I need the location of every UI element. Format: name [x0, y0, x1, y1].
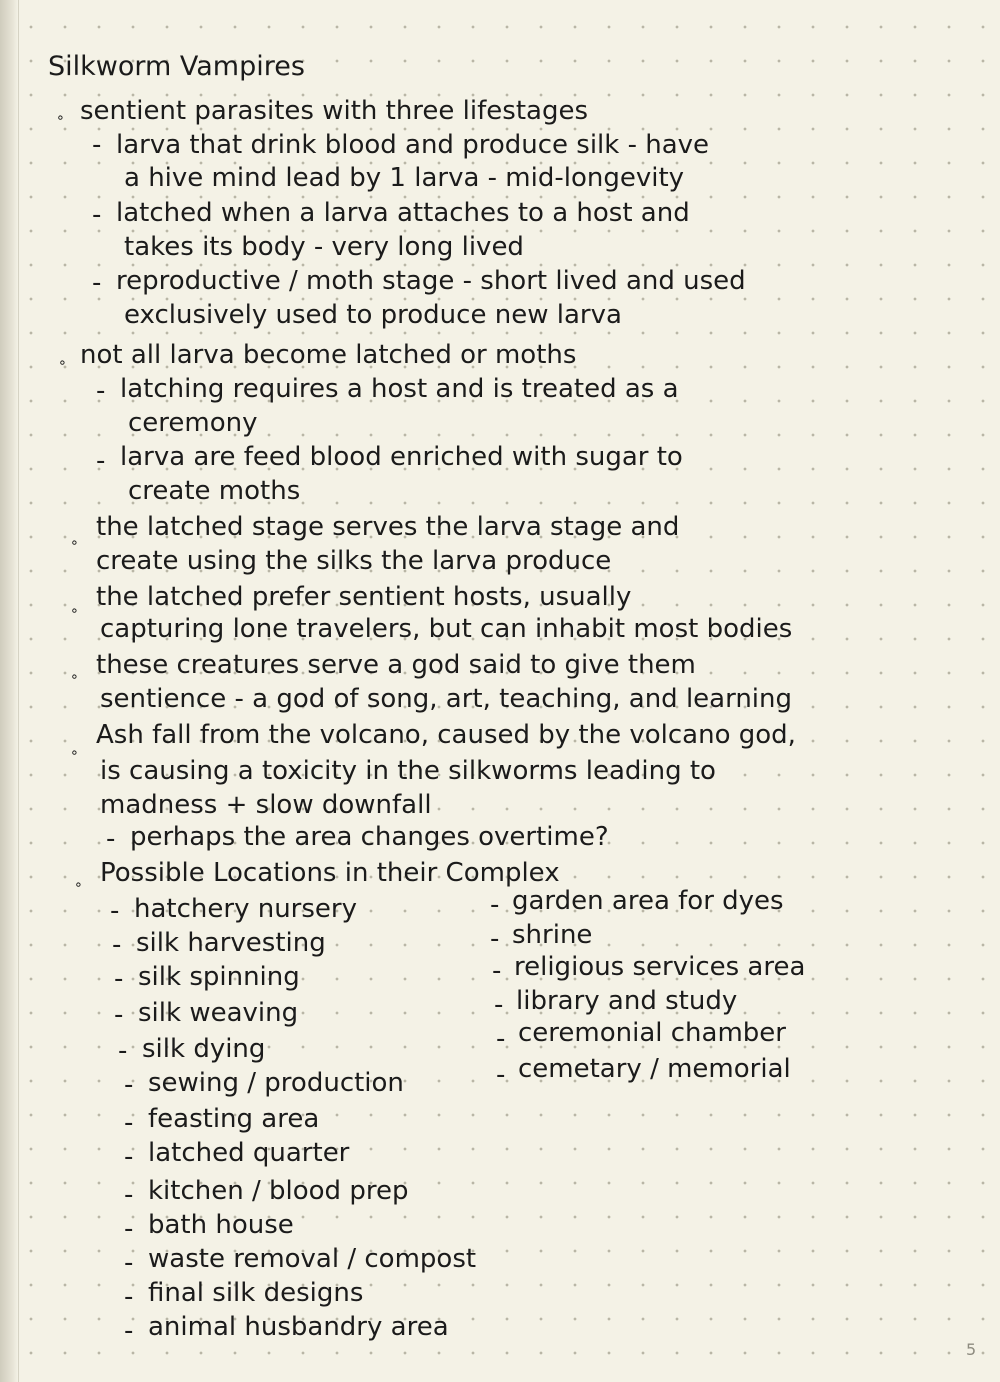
note-line: create moths	[128, 476, 301, 506]
note-line: the latched stage serves the larva stage and	[96, 512, 680, 542]
location-item: ceremonial chamber	[518, 1018, 786, 1048]
location-item: silk weaving	[138, 998, 299, 1028]
note-line: sentient parasites with three lifestages	[80, 96, 588, 126]
bullet-icon: ∘	[70, 669, 79, 685]
page-title: Silkworm Vampires	[48, 51, 305, 82]
note-line: latching requires a host and is treated as a	[120, 374, 679, 404]
dash-icon: -	[124, 1248, 134, 1278]
location-item: bath house	[148, 1210, 294, 1240]
page-number: 5	[966, 1340, 977, 1359]
note-line: capturing lone travelers, but can inhabit most bodies	[100, 614, 793, 644]
dash-icon: -	[114, 964, 124, 994]
dash-icon: -	[490, 924, 500, 954]
note-line: a hive mind lead by 1 larva - mid-longevity	[124, 163, 685, 193]
note-line: not all larva become latched or moths	[80, 340, 577, 370]
location-item: silk harvesting	[136, 928, 326, 958]
bullet-icon: ∘	[58, 355, 67, 371]
note-line: Possible Locations in their Complex	[100, 858, 560, 888]
location-item: religious services area	[514, 952, 806, 982]
location-item: latched quarter	[148, 1138, 350, 1168]
dash-icon: -	[96, 376, 106, 406]
note-line: is causing a toxicity in the silkworms leading to	[100, 756, 716, 786]
dash-icon: -	[124, 1214, 134, 1244]
location-item: hatchery nursery	[134, 894, 357, 924]
note-line: exclusively used to produce new larva	[124, 300, 622, 330]
bullet-icon: ∘	[70, 745, 79, 761]
bullet-icon: ∘	[74, 877, 83, 893]
dash-icon: -	[96, 446, 106, 476]
dash-icon: -	[124, 1282, 134, 1312]
dash-icon: -	[92, 130, 102, 160]
note-line: Ash fall from the volcano, caused by the volcano god,	[96, 720, 796, 750]
note-line: reproductive / moth stage - short lived and used	[116, 266, 746, 296]
location-item: feasting area	[148, 1104, 320, 1134]
dash-icon: -	[496, 1024, 506, 1054]
location-item: library and study	[516, 986, 738, 1016]
location-item: kitchen / blood prep	[148, 1176, 409, 1206]
dash-icon: -	[124, 1070, 134, 1100]
note-line: ceremony	[128, 408, 258, 438]
dash-icon: -	[92, 268, 102, 298]
location-item: silk spinning	[138, 962, 300, 992]
note-line: takes its body - very long lived	[124, 232, 524, 262]
note-line: larva that drink blood and produce silk - have	[116, 130, 710, 160]
location-item: cemetary / memorial	[518, 1054, 791, 1084]
dash-icon: -	[110, 896, 120, 926]
note-line: madness + slow downfall	[100, 790, 432, 820]
note-line: larva are feed blood enriched with sugar to	[120, 442, 683, 472]
note-line: sentience - a god of song, art, teaching, and learning	[100, 684, 793, 714]
bullet-icon: ∘	[70, 603, 79, 619]
location-item: silk dying	[142, 1034, 266, 1064]
location-item: sewing / production	[148, 1068, 404, 1098]
dash-icon: -	[118, 1036, 128, 1066]
location-item: final silk designs	[148, 1278, 364, 1308]
dash-icon: -	[492, 956, 502, 986]
dash-icon: -	[114, 1000, 124, 1030]
note-line: create using the silks the larva produce	[96, 546, 612, 576]
dash-icon: -	[124, 1316, 134, 1346]
note-line: the latched prefer sentient hosts, usually	[96, 582, 632, 612]
page-edge	[18, 0, 19, 1382]
dash-icon: -	[490, 890, 500, 920]
note-line: these creatures serve a god said to give them	[96, 650, 696, 680]
page-binding	[0, 0, 18, 1382]
dash-icon: -	[106, 824, 116, 854]
location-item: shrine	[512, 920, 593, 950]
bullet-icon: ∘	[56, 110, 65, 126]
note-line: perhaps the area changes overtime?	[130, 822, 609, 852]
dash-icon: -	[496, 1060, 506, 1090]
note-line: latched when a larva attaches to a host and	[116, 198, 690, 228]
dash-icon: -	[124, 1142, 134, 1172]
dash-icon: -	[112, 930, 122, 960]
location-item: animal husbandry area	[148, 1312, 449, 1342]
dash-icon: -	[124, 1180, 134, 1210]
dash-icon: -	[494, 990, 504, 1020]
bullet-icon: ∘	[70, 535, 79, 551]
dash-icon: -	[124, 1108, 134, 1138]
location-item: garden area for dyes	[512, 886, 784, 916]
dash-icon: -	[92, 200, 102, 230]
location-item: waste removal / compost	[148, 1244, 477, 1274]
